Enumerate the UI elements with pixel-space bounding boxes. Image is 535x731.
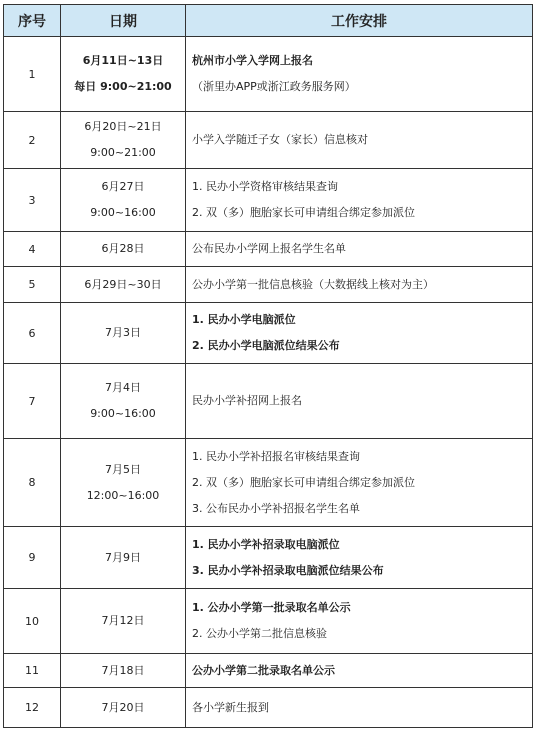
date-line: 6月11日~13日 [82, 54, 164, 67]
table-row [4, 589, 533, 654]
header-serial: 序号 [4, 5, 61, 37]
header-date: 日期 [61, 5, 186, 37]
enrollment-schedule-table [3, 4, 533, 728]
row-serial: 12 [4, 688, 61, 728]
row-serial: 7 [4, 364, 61, 439]
task-line: 2. 双（多）胞胎家长可申请组合绑定参加派位 [192, 475, 415, 489]
row-arrangement [186, 527, 533, 589]
row-date [61, 439, 186, 527]
task-line: 2. 公办小学第二批信息核验 [192, 627, 327, 640]
header-arrangement: 工作安排 [186, 5, 533, 37]
row-arrangement [186, 303, 533, 364]
row-serial: 2 [4, 112, 61, 169]
row-date [61, 169, 186, 232]
date-line: 9:00~21:00 [90, 146, 156, 159]
table-row [4, 439, 533, 527]
row-arrangement [186, 112, 533, 169]
row-serial: 5 [4, 267, 61, 303]
row-date [61, 112, 186, 169]
date-line: 7月18日 [101, 663, 145, 677]
row-arrangement [186, 654, 533, 688]
row-date [61, 654, 186, 688]
row-arrangement [186, 364, 533, 439]
table-row [4, 688, 533, 728]
row-serial: 3 [4, 169, 61, 232]
row-arrangement [186, 169, 533, 232]
task-line: 1. 民办小学补招录取电脑派位 [192, 537, 340, 551]
row-arrangement [186, 688, 533, 728]
date-line: 9:00~16:00 [90, 407, 156, 420]
date-line: 6月27日 [101, 180, 145, 193]
task-line: 2. 双（多）胞胎家长可申请组合绑定参加派位 [192, 206, 415, 219]
row-serial: 1 [4, 37, 61, 112]
table-row [4, 267, 533, 303]
task-line: 1. 民办小学电脑派位 [192, 313, 296, 326]
row-arrangement [186, 589, 533, 654]
table-row [4, 303, 533, 364]
row-arrangement [186, 267, 533, 303]
table-row [4, 527, 533, 589]
date-line: 12:00~16:00 [86, 488, 160, 502]
row-arrangement [186, 37, 533, 112]
header-row [4, 5, 533, 37]
date-line: 7月3日 [105, 326, 141, 339]
date-line: 7月4日 [105, 381, 141, 394]
row-serial: 6 [4, 303, 61, 364]
date-line: 每日 9:00~21:00 [74, 80, 172, 93]
task-line: （浙里办APP或浙江政务服务网） [192, 80, 356, 93]
task-line: 1. 民办小学资格审核结果查询 [192, 180, 338, 193]
row-serial: 4 [4, 232, 61, 267]
row-date [61, 688, 186, 728]
row-date [61, 232, 186, 267]
table-row [4, 112, 533, 169]
task-line: 公办小学第二批录取名单公示 [192, 663, 335, 677]
row-serial: 10 [4, 589, 61, 654]
task-line: 小学入学随迁子女（家长）信息核对 [192, 133, 368, 146]
row-serial: 8 [4, 439, 61, 527]
row-date [61, 589, 186, 654]
row-arrangement [186, 232, 533, 267]
table-row [4, 169, 533, 232]
row-arrangement [186, 439, 533, 527]
task-line: 公布民办小学网上报名学生名单 [192, 242, 346, 255]
table-row [4, 232, 533, 267]
row-date [61, 37, 186, 112]
task-line: 民办小学补招网上报名 [192, 394, 302, 407]
date-line: 7月20日 [101, 700, 145, 714]
row-date [61, 364, 186, 439]
date-line: 6月20日~21日 [84, 120, 162, 133]
date-line: 7月9日 [105, 550, 141, 564]
task-line: 公办小学第一批信息核验（大数据线上核对为主） [192, 277, 434, 291]
task-line: 1. 民办小学补招报名审核结果查询 [192, 449, 360, 463]
row-serial: 9 [4, 527, 61, 589]
task-line: 各小学新生报到 [192, 700, 269, 714]
task-line: 1. 公办小学第一批录取名单公示 [192, 601, 351, 614]
date-line: 7月5日 [105, 462, 141, 476]
row-date [61, 267, 186, 303]
task-line: 3. 民办小学补招录取电脑派位结果公布 [192, 563, 384, 577]
row-date [61, 527, 186, 589]
date-line: 6月29日~30日 [84, 277, 162, 291]
table-row [4, 364, 533, 439]
date-line: 9:00~16:00 [90, 206, 156, 219]
date-line: 6月28日 [101, 242, 145, 255]
task-line: 3. 公布民办小学补招报名学生名单 [192, 501, 360, 515]
task-line: 2. 民办小学电脑派位结果公布 [192, 339, 340, 352]
task-line: 杭州市小学入学网上报名 [192, 54, 313, 67]
row-serial: 11 [4, 654, 61, 688]
row-date [61, 303, 186, 364]
date-line: 7月12日 [101, 614, 145, 627]
table-row [4, 37, 533, 112]
table-row [4, 654, 533, 688]
